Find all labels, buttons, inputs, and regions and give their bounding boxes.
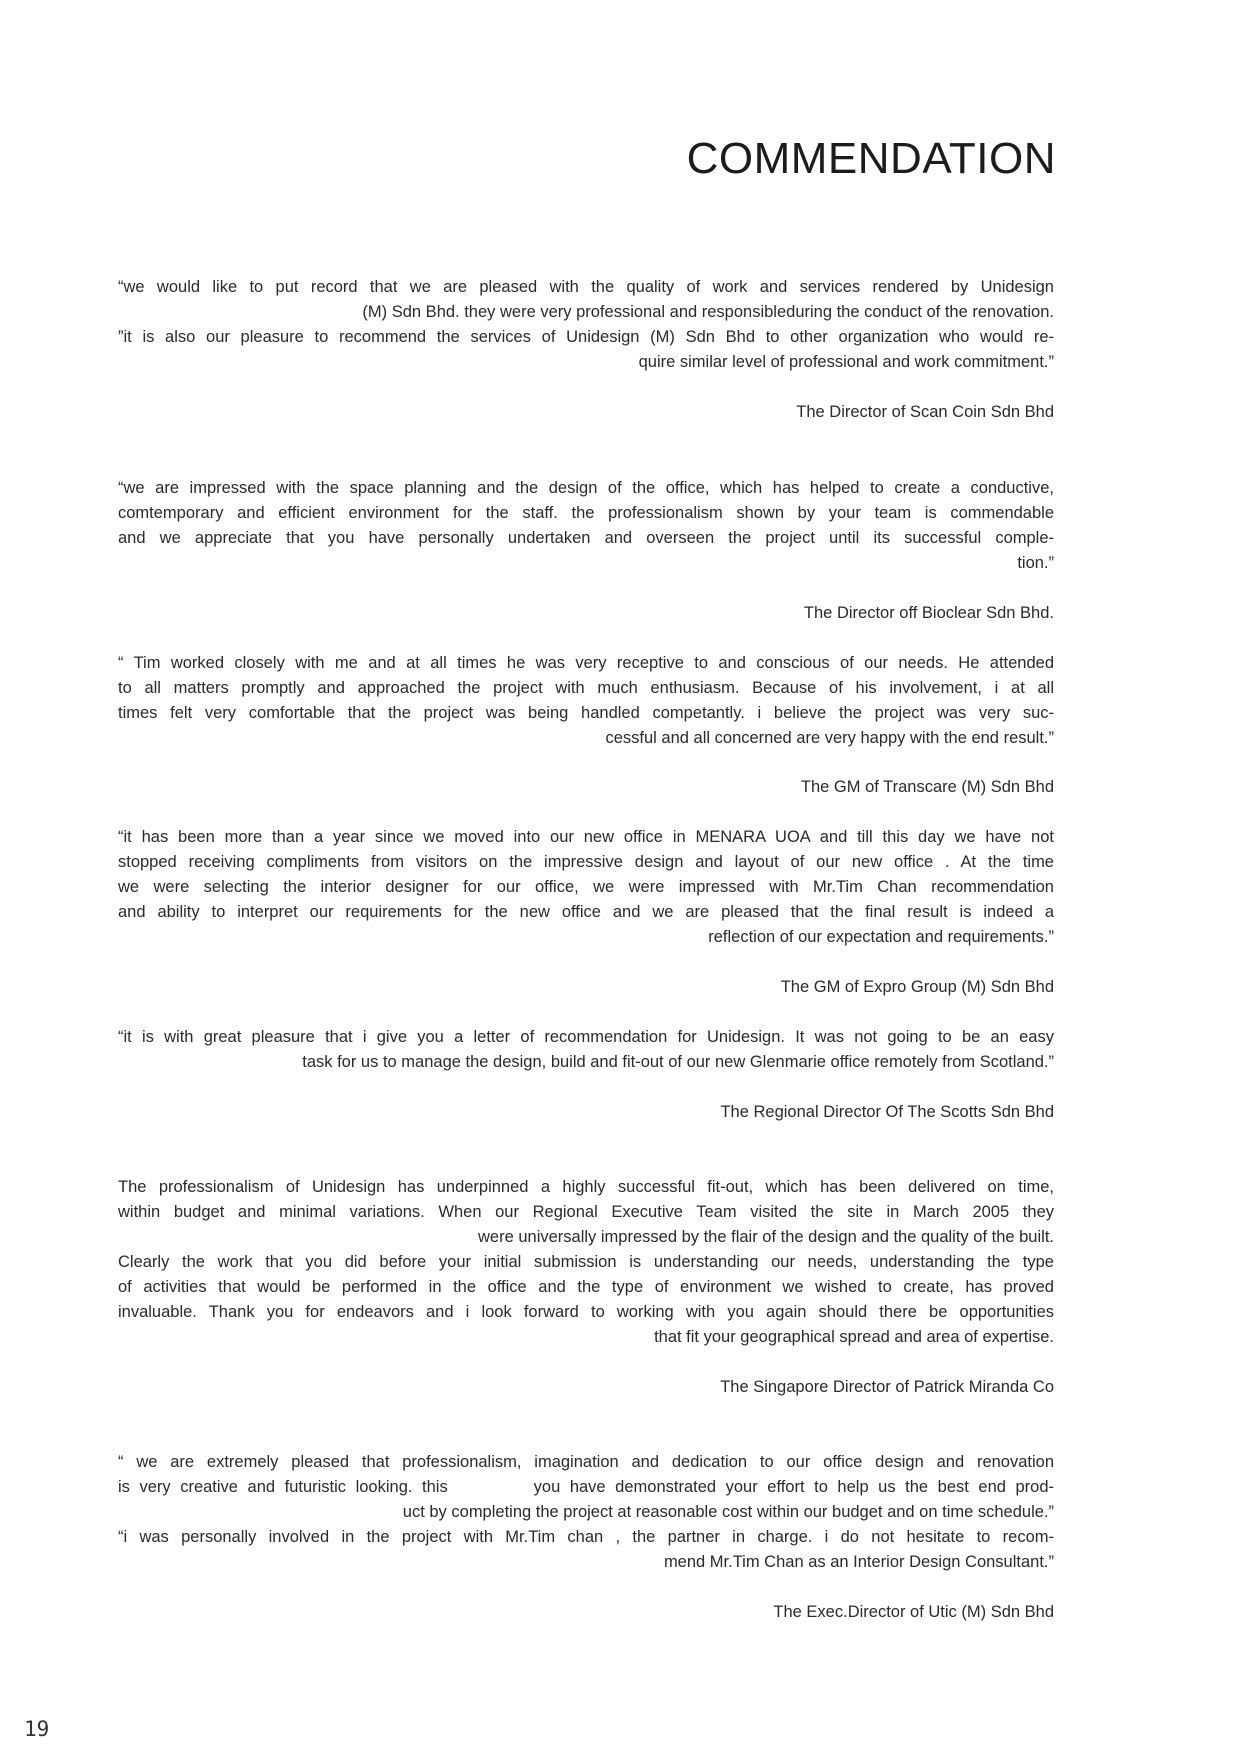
quote-line: is very creative and futuristic looking. this you have demonstrated your effort to help us the best end prod- [118,1478,1054,1496]
quote-line: “it is with great pleasure that i give you a letter of recommendation for Unidesign. It was not going to be an easy [118,1028,1054,1046]
quote-line: tion.” [1017,554,1054,572]
testimonial-attribution: The Regional Director Of The Scotts Sdn Bhd [720,1103,1054,1121]
quote-line: within budget and minimal variations. When our Regional Executive Team visited the site in March 2005 they [118,1203,1054,1221]
testimonial-attribution: The Director off Bioclear Sdn Bhd. [803,604,1054,622]
testimonial-quote [118,825,1054,950]
quote-line: times felt very comfortable that the project was being handled competantly. i believe the project was very suc- [118,704,1054,722]
quote-line: uct by completing the project at reasonable cost within our budget and on time schedule.” [402,1503,1054,1521]
quote-line: (M) Sdn Bhd. they were very professional and responsibleduring the conduct of the renovation. [362,303,1054,321]
quote-line: comtemporary and efficient environment for the staff. the professionalism shown by your team is commendable [118,504,1054,522]
quote-line: invaluable. Thank you for endeavors and i look forward to working with you again should there be opportunities [118,1303,1054,1321]
quote-line: to all matters promptly and approached the project with much enthusiasm. Because of his involvement, i at all [118,679,1054,697]
quote-line: cessful and all concerned are very happy with the end result.” [605,729,1054,747]
quote-line: and ability to interpret our requirements for the new office and we are pleased that the final result is indeed a [118,903,1054,921]
quote-line: “i was personally involved in the project with Mr.Tim chan , the partner in charge. i do not hesitate to recom- [118,1528,1054,1546]
quote-line: mend Mr.Tim Chan as an Interior Design Consultant.” [663,1553,1054,1571]
page-title: COMMENDATION [686,134,1056,183]
quote-line: task for us to manage the design, build and fit-out of our new Glenmarie office remotely from Scotland.” [302,1053,1054,1071]
quote-line: we were selecting the interior designer for our office, we were impressed with Mr.Tim Chan recommendation [118,878,1054,896]
testimonial-attribution: The Director of Scan Coin Sdn Bhd [796,403,1054,421]
quote-line: “we are impressed with the space planning and the design of the office, which has helped to create a conductive, [118,479,1054,497]
quote-line: were universally impressed by the flair of the design and the quality of the built. [478,1228,1054,1246]
quote-line: that fit your geographical spread and area of expertise. [654,1328,1054,1346]
quote-line: of activities that would be performed in the office and the type of environment we wished to create, has proved [118,1278,1054,1296]
testimonial-quote [118,651,1054,751]
quote-line: ”it is also our pleasure to recommend the services of Unidesign (M) Sdn Bhd to other organization who would re- [118,328,1054,346]
quote-line: “ Tim worked closely with me and at all times he was very receptive to and conscious of our needs. He attended [118,654,1054,672]
quote-line: “we would like to put record that we are pleased with the quality of work and services rendered by Unidesign [118,278,1054,296]
quote-line: “it has been more than a year since we moved into our new office in MENARA UOA and till this day we have not [118,828,1054,846]
testimonial-attribution: The GM of Expro Group (M) Sdn Bhd [780,978,1054,996]
page-number: 19 [24,1717,50,1741]
quote-line: Clearly the work that you did before your initial submission is understanding our needs, understanding the type [118,1253,1054,1271]
quote-line: stopped receiving compliments from visitors on the impressive design and layout of our new office . At the time [118,853,1054,871]
testimonial-quote [118,1025,1054,1075]
quote-line: reflection of our expectation and requirements.” [708,928,1054,946]
testimonial-quote [118,1175,1054,1350]
quote-line: The professionalism of Unidesign has underpinned a highly successful fit-out, which has been delivered on time, [118,1178,1054,1196]
quote-line: “ we are extremely pleased that professionalism, imagination and dedication to our office design and renovation [118,1453,1054,1471]
testimonial-attribution: The Singapore Director of Patrick Miranda Co [720,1378,1054,1396]
quote-line: and we appreciate that you have personally undertaken and overseen the project until its successful comple- [118,529,1054,547]
testimonial-quote [118,476,1054,576]
testimonial-attribution: The GM of Transcare (M) Sdn Bhd [800,778,1054,796]
quote-line: quire similar level of professional and work commitment.” [638,353,1054,371]
testimonial-quote [118,1450,1054,1575]
testimonial-quote [118,275,1054,375]
testimonial-attribution: The Exec.Director of Utic (M) Sdn Bhd [773,1603,1054,1621]
